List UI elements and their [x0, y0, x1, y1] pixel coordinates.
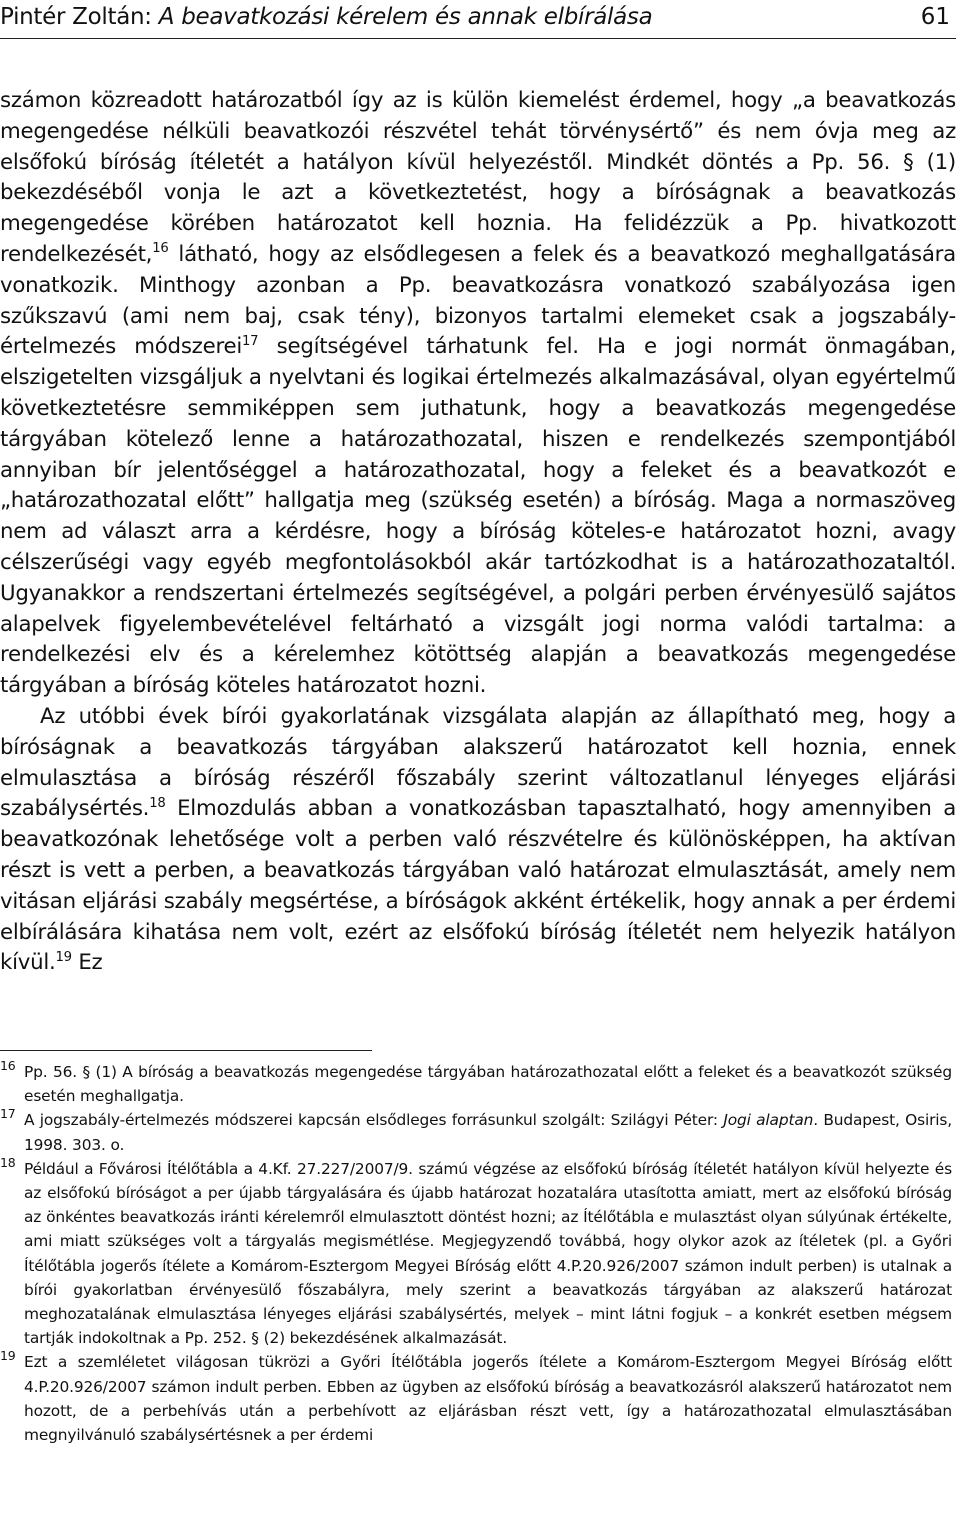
header-author: Pintér Zoltán:: [0, 4, 159, 30]
paragraph-2-part-c: Ez: [71, 950, 103, 976]
footnote-number: 18: [0, 1154, 16, 1170]
footnote-18: [0, 1154, 952, 1351]
footnote-ref-17: 17: [242, 333, 259, 349]
paragraph-1-part-a: számon közreadott határozatból így az is külön kiemelést érdemel, hogy „a beavatkozás megengedése nélküli beavatkozói részvétel tehát törvénysértő” és nem óvja meg az elsőfokú bíróság ítéletét a hatályon kívül helyezéstől. Mindkét döntés a Pp. 56. § (1) bekezdéséből vonja le azt a következtetést, hogy a bíróságnak a beavatkozás megengedése körében határozatot kell hoznia. Ha felidézzük a Pp. hivatkozott rendelkezését,: [0, 88, 956, 267]
footnote-19: [0, 1350, 952, 1447]
footnote-number: 16: [0, 1058, 16, 1073]
footnote-text: Ezt a szemléletet világosan tükrözi a Győri Ítélőtábla jogerős ítélete a Komárom-Esztergom Megyei Bíróság előtt 4.P.20.926/2007 számon indult perben. Ebben az ügyben az elsőfokú bíróság a beavatkozásról alakszerű határozatot nem hozott, de a perbehívás után a perbehívott az eljárásban részt vett, így a határozathozatal elmulasztásában megnyilvánuló szabálysértésnek a per érdemi: [24, 1353, 952, 1445]
footnote-book-title: Jogi alaptan: [723, 1111, 814, 1130]
paragraph-1-part-c: segítségével tárhatunk fel. Ha e jogi normát önmagában, elszigetelten vizsgáljuk a nyelvtani és logikai értelmezés alkalmazásával, olyan egyértelmű következtetésre semmiképpen sem juthatunk, hogy a beavatkozás megengedése tárgyában kötelező lenne a határozathozatal, hiszen e rendelkezés szempontjából annyiban bír jelentőséggel a határozathozatal, hogy a feleket és a beavatkozót e „határozathozatal előtt” hallgatja meg (szükség esetén) a bíróság. Maga a normaszöveg nem ad választ arra a kérdésre, hogy a bíróság köteles-e határozatot hozni, avagy célszerűségi vagy egyéb megfontolásokból akár tartózkodhat is a határozathozataltól. Ugyanakkor a rendszertani értelmezés segítségével, a polgári perben érvényesülő sajátos alapelvek figyelembevételével feltárható a vizsgált jogi norma valódi tartalma: a rendelkezési elv és a kérelemhez kötöttség alapján a beavatkozás megengedése tárgyában a bíróság köteles határozatot hozni.: [0, 334, 956, 699]
header-author-title: [0, 0, 652, 34]
footnote-separator: [0, 1050, 372, 1051]
footnote-ref-18: 18: [149, 795, 166, 811]
footnote-number: 17: [0, 1106, 16, 1122]
footnotes: [0, 1060, 952, 1447]
footnote-text-part-b: . Budapest, Osiris, 1998. 303. o.: [24, 1111, 952, 1154]
footnote-17: [0, 1108, 952, 1156]
footnote-16: [0, 1060, 952, 1108]
footnote-number: 19: [0, 1348, 16, 1364]
page-number: 61: [920, 4, 950, 30]
footnote-text-part-a: A jogszabály-értelmezés módszerei kapcsán elsődleges forrásunkul szolgált: Szilágyi Péter:: [24, 1111, 724, 1130]
footnote-ref-19: 19: [55, 949, 72, 965]
footnote-text: Pp. 56. § (1) A bíróság a beavatkozás megengedése tárgyában határozathozatal előtt a feleket és a beavatkozót szükség esetén meghallgatja.: [24, 1063, 952, 1106]
footnote-ref-16: 16: [152, 241, 169, 257]
footnote-text: [24, 1108, 952, 1156]
paragraph-1: [0, 86, 956, 702]
header-title: A beavatkozási kérelem és annak elbírálása: [158, 4, 653, 30]
paragraph-2-part-b: Elmozdulás abban a vonatkozásban tapasztalható, hogy amennyiben a beavatkozónak lehetősége volt a perben való részvételre és különösképpen, ha aktívan részt is vett a perben, a beavatkozás tárgyában való határozat elmulasztását, amely nem vitásan eljárási szabály megsértése, a bíróságok akként értékelik, hogy annak a per érdemi elbírálására kihatása nem volt, ezért az elsőfokú bíróság ítéletét nem helyezik hatályon kívül.: [0, 796, 956, 976]
paragraph-1-part-b: látható, hogy az elsődlegesen a felek és a beavatkozó meghallgatására vonatkozik. Minthogy azonban a Pp. beavatkozásra vonatkozó szabályozása igen szűkszavú (ami nem baj, csak tény), bizonyos tartalmi elemeket csak a jogszabály-értelmezés módszerei: [0, 241, 956, 360]
paragraph-2: [0, 702, 956, 979]
main-text: [0, 86, 956, 979]
running-header: [0, 0, 956, 39]
paragraph-2-part-a: Az utóbbi évek bírói gyakorlatának vizsgálata alapján az állapítható meg, hogy a bíróságnak a beavatkozás tárgyában alakszerű határozatot kell hoznia, ennek elmulasztása a bíróság részéről főszabály szerint változatlanul lényeges eljárási szabálysértés.: [0, 703, 956, 822]
footnote-text: Például a Fővárosi Ítélőtábla a 4.Kf. 27.227/2007/9. számú végzése az elsőfokú bíróság ítéletét hatályon kívül helyezte és az elsőfokú bíróságot a per újabb tárgyalására és újabb határozat hozatalára utasította amiatt, mert az elsőfokú bíróság az önkéntes beavatkozás iránti kérelemről elmulasztott döntést hozni; az Ítélőtábla e mulasztást olyan súlyúnak értékelte, ami miatt szükséges volt a tárgyalás megismétlése. Megjegyzendő továbbá, hogy olykor azok az ítéletek (pl. a Győri Ítélőtábla jogerős ítélete a Komárom-Esztergom Megyei Bíróság előtt 4.P.20.926/2007 számon indult perben) is utalnak a bírói gyakorlatban érvényesülő főszabályra, mely szerint a beavatkozás tárgyában az alakszerű határozat meghozatalának elmulasztása lényeges eljárási szabálysértés, melyek – mint látni fogjuk – a konkrét esetben mégsem tartják indokoltnak a Pp. 252. § (2) bekezdésének alkalmazását.: [24, 1159, 952, 1348]
